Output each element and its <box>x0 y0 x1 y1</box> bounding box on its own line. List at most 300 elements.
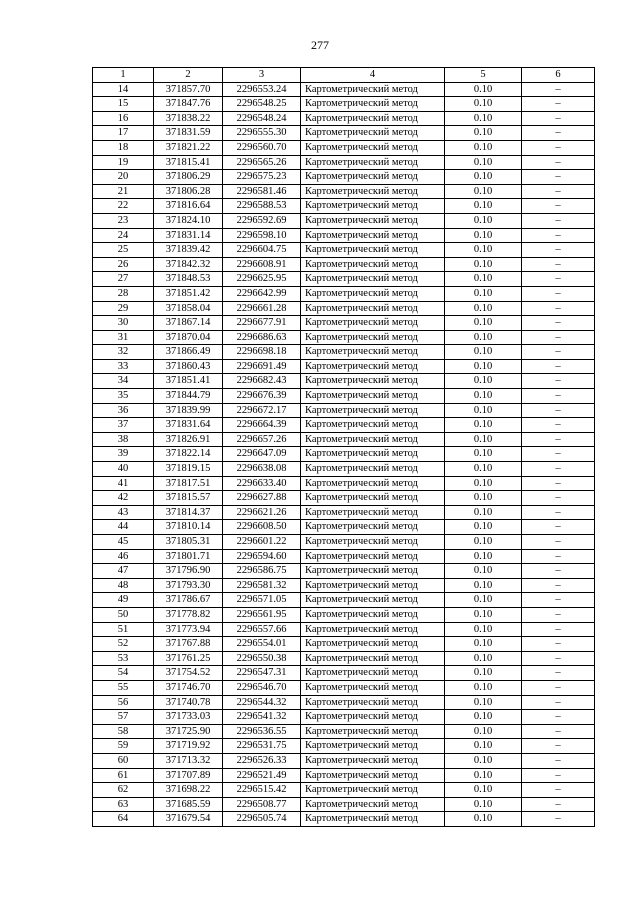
column-header-3: 3 <box>223 68 301 83</box>
accuracy-cell: 0.10 <box>445 520 522 535</box>
method-cell: Картометрический метод <box>301 345 445 360</box>
point-number-cell: 61 <box>93 768 154 783</box>
point-number-cell: 50 <box>93 607 154 622</box>
coordinates-table <box>92 67 595 827</box>
table-row <box>93 184 595 199</box>
x-coordinate-cell: 371817.51 <box>154 476 223 491</box>
y-coordinate-cell: 2296581.46 <box>223 184 301 199</box>
y-coordinate-cell: 2296642.99 <box>223 286 301 301</box>
table-row <box>93 622 595 637</box>
point-number-cell: 30 <box>93 316 154 331</box>
accuracy-cell: 0.10 <box>445 768 522 783</box>
y-coordinate-cell: 2296547.31 <box>223 666 301 681</box>
x-coordinate-cell: 371810.14 <box>154 520 223 535</box>
y-coordinate-cell: 2296621.26 <box>223 505 301 520</box>
method-cell: Картометрический метод <box>301 286 445 301</box>
point-number-cell: 21 <box>93 184 154 199</box>
x-coordinate-cell: 371844.79 <box>154 389 223 404</box>
accuracy-cell: 0.10 <box>445 651 522 666</box>
x-coordinate-cell: 371848.53 <box>154 272 223 287</box>
note-cell: – <box>522 111 595 126</box>
table-row <box>93 812 595 827</box>
x-coordinate-cell: 371806.28 <box>154 184 223 199</box>
point-number-cell: 47 <box>93 564 154 579</box>
accuracy-cell: 0.10 <box>445 82 522 97</box>
method-cell: Картометрический метод <box>301 170 445 185</box>
note-cell: – <box>522 82 595 97</box>
table-row <box>93 403 595 418</box>
y-coordinate-cell: 2296608.50 <box>223 520 301 535</box>
y-coordinate-cell: 2296672.17 <box>223 403 301 418</box>
y-coordinate-cell: 2296588.53 <box>223 199 301 214</box>
method-cell: Картометрический метод <box>301 330 445 345</box>
table-row <box>93 680 595 695</box>
y-coordinate-cell: 2296594.60 <box>223 549 301 564</box>
accuracy-cell: 0.10 <box>445 505 522 520</box>
method-cell: Картометрический метод <box>301 768 445 783</box>
note-cell: – <box>522 345 595 360</box>
accuracy-cell: 0.10 <box>445 418 522 433</box>
point-number-cell: 19 <box>93 155 154 170</box>
y-coordinate-cell: 2296682.43 <box>223 374 301 389</box>
note-cell: – <box>522 462 595 477</box>
x-coordinate-cell: 371831.14 <box>154 228 223 243</box>
point-number-cell: 15 <box>93 97 154 112</box>
method-cell: Картометрический метод <box>301 257 445 272</box>
x-coordinate-cell: 371786.67 <box>154 593 223 608</box>
y-coordinate-cell: 2296536.55 <box>223 724 301 739</box>
note-cell: – <box>522 637 595 652</box>
y-coordinate-cell: 2296604.75 <box>223 243 301 258</box>
y-coordinate-cell: 2296581.32 <box>223 578 301 593</box>
method-cell: Картометрический метод <box>301 549 445 564</box>
table-row <box>93 564 595 579</box>
point-number-cell: 28 <box>93 286 154 301</box>
y-coordinate-cell: 2296505.74 <box>223 812 301 827</box>
table-row <box>93 578 595 593</box>
column-header-4: 4 <box>301 68 445 83</box>
table-row <box>93 535 595 550</box>
note-cell: – <box>522 389 595 404</box>
column-header-1: 1 <box>93 68 154 83</box>
point-number-cell: 32 <box>93 345 154 360</box>
table-row <box>93 359 595 374</box>
x-coordinate-cell: 371740.78 <box>154 695 223 710</box>
table-body <box>93 82 595 826</box>
point-number-cell: 22 <box>93 199 154 214</box>
y-coordinate-cell: 2296677.91 <box>223 316 301 331</box>
note-cell: – <box>522 213 595 228</box>
table-row <box>93 447 595 462</box>
method-cell: Картометрический метод <box>301 359 445 374</box>
table-row <box>93 155 595 170</box>
y-coordinate-cell: 2296561.95 <box>223 607 301 622</box>
note-cell: – <box>522 812 595 827</box>
note-cell: – <box>522 140 595 155</box>
x-coordinate-cell: 371815.57 <box>154 491 223 506</box>
point-number-cell: 46 <box>93 549 154 564</box>
method-cell: Картометрический метод <box>301 184 445 199</box>
note-cell: – <box>522 593 595 608</box>
note-cell: – <box>522 666 595 681</box>
point-number-cell: 20 <box>93 170 154 185</box>
note-cell: – <box>522 243 595 258</box>
method-cell: Картометрический метод <box>301 243 445 258</box>
x-coordinate-cell: 371866.49 <box>154 345 223 360</box>
x-coordinate-cell: 371831.64 <box>154 418 223 433</box>
y-coordinate-cell: 2296625.95 <box>223 272 301 287</box>
method-cell: Картометрический метод <box>301 724 445 739</box>
note-cell: – <box>522 768 595 783</box>
y-coordinate-cell: 2296586.75 <box>223 564 301 579</box>
accuracy-cell: 0.10 <box>445 578 522 593</box>
note-cell: – <box>522 491 595 506</box>
x-coordinate-cell: 371839.99 <box>154 403 223 418</box>
y-coordinate-cell: 2296691.49 <box>223 359 301 374</box>
table-row <box>93 462 595 477</box>
x-coordinate-cell: 371719.92 <box>154 739 223 754</box>
accuracy-cell: 0.10 <box>445 739 522 754</box>
method-cell: Картометрический метод <box>301 213 445 228</box>
point-number-cell: 57 <box>93 710 154 725</box>
note-cell: – <box>522 710 595 725</box>
table-row <box>93 228 595 243</box>
method-cell: Картометрический метод <box>301 505 445 520</box>
table-row <box>93 82 595 97</box>
note-cell: – <box>522 330 595 345</box>
table-row <box>93 199 595 214</box>
method-cell: Картометрический метод <box>301 228 445 243</box>
accuracy-cell: 0.10 <box>445 213 522 228</box>
accuracy-cell: 0.10 <box>445 447 522 462</box>
note-cell: – <box>522 97 595 112</box>
x-coordinate-cell: 371822.14 <box>154 447 223 462</box>
method-cell: Картометрический метод <box>301 111 445 126</box>
point-number-cell: 26 <box>93 257 154 272</box>
point-number-cell: 36 <box>93 403 154 418</box>
y-coordinate-cell: 2296664.39 <box>223 418 301 433</box>
method-cell: Картометрический метод <box>301 753 445 768</box>
x-coordinate-cell: 371801.71 <box>154 549 223 564</box>
x-coordinate-cell: 371860.43 <box>154 359 223 374</box>
x-coordinate-cell: 371815.41 <box>154 155 223 170</box>
x-coordinate-cell: 371824.10 <box>154 213 223 228</box>
method-cell: Картометрический метод <box>301 783 445 798</box>
note-cell: – <box>522 359 595 374</box>
accuracy-cell: 0.10 <box>445 199 522 214</box>
method-cell: Картометрический метод <box>301 666 445 681</box>
y-coordinate-cell: 2296555.30 <box>223 126 301 141</box>
note-cell: – <box>522 476 595 491</box>
x-coordinate-cell: 371796.90 <box>154 564 223 579</box>
table-row <box>93 637 595 652</box>
note-cell: – <box>522 301 595 316</box>
table-row <box>93 126 595 141</box>
x-coordinate-cell: 371806.29 <box>154 170 223 185</box>
column-header-2: 2 <box>154 68 223 83</box>
accuracy-cell: 0.10 <box>445 111 522 126</box>
x-coordinate-cell: 371826.91 <box>154 432 223 447</box>
table-row <box>93 257 595 272</box>
accuracy-cell: 0.10 <box>445 316 522 331</box>
x-coordinate-cell: 371685.59 <box>154 797 223 812</box>
table-row <box>93 389 595 404</box>
method-cell: Картометрический метод <box>301 432 445 447</box>
accuracy-cell: 0.10 <box>445 476 522 491</box>
note-cell: – <box>522 418 595 433</box>
accuracy-cell: 0.10 <box>445 301 522 316</box>
note-cell: – <box>522 505 595 520</box>
accuracy-cell: 0.10 <box>445 228 522 243</box>
method-cell: Картометрический метод <box>301 491 445 506</box>
table-row <box>93 607 595 622</box>
method-cell: Картометрический метод <box>301 126 445 141</box>
accuracy-cell: 0.10 <box>445 330 522 345</box>
x-coordinate-cell: 371698.22 <box>154 783 223 798</box>
method-cell: Картометрический метод <box>301 97 445 112</box>
note-cell: – <box>522 184 595 199</box>
point-number-cell: 52 <box>93 637 154 652</box>
x-coordinate-cell: 371733.03 <box>154 710 223 725</box>
accuracy-cell: 0.10 <box>445 432 522 447</box>
x-coordinate-cell: 371767.88 <box>154 637 223 652</box>
accuracy-cell: 0.10 <box>445 403 522 418</box>
x-coordinate-cell: 371814.37 <box>154 505 223 520</box>
point-number-cell: 62 <box>93 783 154 798</box>
method-cell: Картометрический метод <box>301 739 445 754</box>
x-coordinate-cell: 371831.59 <box>154 126 223 141</box>
point-number-cell: 27 <box>93 272 154 287</box>
table-row <box>93 505 595 520</box>
point-number-cell: 35 <box>93 389 154 404</box>
point-number-cell: 44 <box>93 520 154 535</box>
table-row <box>93 753 595 768</box>
method-cell: Картометрический метод <box>301 199 445 214</box>
accuracy-cell: 0.10 <box>445 622 522 637</box>
method-cell: Картометрический метод <box>301 680 445 695</box>
point-number-cell: 49 <box>93 593 154 608</box>
table-row <box>93 710 595 725</box>
table-row <box>93 418 595 433</box>
method-cell: Картометрический метод <box>301 637 445 652</box>
point-number-cell: 43 <box>93 505 154 520</box>
table-row <box>93 593 595 608</box>
note-cell: – <box>522 447 595 462</box>
table-row <box>93 170 595 185</box>
accuracy-cell: 0.10 <box>445 680 522 695</box>
point-number-cell: 23 <box>93 213 154 228</box>
method-cell: Картометрический метод <box>301 651 445 666</box>
y-coordinate-cell: 2296544.32 <box>223 695 301 710</box>
table-row <box>93 651 595 666</box>
x-coordinate-cell: 371870.04 <box>154 330 223 345</box>
note-cell: – <box>522 286 595 301</box>
method-cell: Картометрический метод <box>301 447 445 462</box>
x-coordinate-cell: 371858.04 <box>154 301 223 316</box>
accuracy-cell: 0.10 <box>445 272 522 287</box>
accuracy-cell: 0.10 <box>445 491 522 506</box>
note-cell: – <box>522 753 595 768</box>
accuracy-cell: 0.10 <box>445 286 522 301</box>
accuracy-cell: 0.10 <box>445 607 522 622</box>
x-coordinate-cell: 371707.89 <box>154 768 223 783</box>
table-row <box>93 316 595 331</box>
x-coordinate-cell: 371851.42 <box>154 286 223 301</box>
point-number-cell: 18 <box>93 140 154 155</box>
table-row <box>93 783 595 798</box>
point-number-cell: 54 <box>93 666 154 681</box>
accuracy-cell: 0.10 <box>445 389 522 404</box>
x-coordinate-cell: 371819.15 <box>154 462 223 477</box>
method-cell: Картометрический метод <box>301 272 445 287</box>
y-coordinate-cell: 2296526.33 <box>223 753 301 768</box>
accuracy-cell: 0.10 <box>445 564 522 579</box>
point-number-cell: 16 <box>93 111 154 126</box>
accuracy-cell: 0.10 <box>445 170 522 185</box>
y-coordinate-cell: 2296557.66 <box>223 622 301 637</box>
y-coordinate-cell: 2296548.24 <box>223 111 301 126</box>
table-header-row <box>93 68 595 83</box>
method-cell: Картометрический метод <box>301 710 445 725</box>
table-row <box>93 140 595 155</box>
accuracy-cell: 0.10 <box>445 345 522 360</box>
note-cell: – <box>522 797 595 812</box>
method-cell: Картометрический метод <box>301 622 445 637</box>
point-number-cell: 56 <box>93 695 154 710</box>
method-cell: Картометрический метод <box>301 301 445 316</box>
table-row <box>93 724 595 739</box>
x-coordinate-cell: 371857.70 <box>154 82 223 97</box>
accuracy-cell: 0.10 <box>445 710 522 725</box>
table-row <box>93 666 595 681</box>
y-coordinate-cell: 2296521.49 <box>223 768 301 783</box>
accuracy-cell: 0.10 <box>445 812 522 827</box>
accuracy-cell: 0.10 <box>445 593 522 608</box>
y-coordinate-cell: 2296686.63 <box>223 330 301 345</box>
accuracy-cell: 0.10 <box>445 797 522 812</box>
note-cell: – <box>522 739 595 754</box>
table-row <box>93 111 595 126</box>
x-coordinate-cell: 371851.41 <box>154 374 223 389</box>
x-coordinate-cell: 371839.42 <box>154 243 223 258</box>
x-coordinate-cell: 371793.30 <box>154 578 223 593</box>
method-cell: Картометрический метод <box>301 389 445 404</box>
x-coordinate-cell: 371838.22 <box>154 111 223 126</box>
note-cell: – <box>522 228 595 243</box>
table-row <box>93 695 595 710</box>
method-cell: Картометрический метод <box>301 593 445 608</box>
accuracy-cell: 0.10 <box>445 724 522 739</box>
x-coordinate-cell: 371867.14 <box>154 316 223 331</box>
point-number-cell: 60 <box>93 753 154 768</box>
method-cell: Картометрический метод <box>301 82 445 97</box>
column-header-5: 5 <box>445 68 522 83</box>
y-coordinate-cell: 2296657.26 <box>223 432 301 447</box>
note-cell: – <box>522 257 595 272</box>
note-cell: – <box>522 199 595 214</box>
x-coordinate-cell: 371816.64 <box>154 199 223 214</box>
x-coordinate-cell: 371778.82 <box>154 607 223 622</box>
accuracy-cell: 0.10 <box>445 549 522 564</box>
accuracy-cell: 0.10 <box>445 783 522 798</box>
note-cell: – <box>522 564 595 579</box>
point-number-cell: 48 <box>93 578 154 593</box>
y-coordinate-cell: 2296633.40 <box>223 476 301 491</box>
x-coordinate-cell: 371821.22 <box>154 140 223 155</box>
note-cell: – <box>522 535 595 550</box>
table-row <box>93 549 595 564</box>
x-coordinate-cell: 371754.52 <box>154 666 223 681</box>
note-cell: – <box>522 695 595 710</box>
method-cell: Картометрический метод <box>301 535 445 550</box>
accuracy-cell: 0.10 <box>445 126 522 141</box>
x-coordinate-cell: 371847.76 <box>154 97 223 112</box>
x-coordinate-cell: 371773.94 <box>154 622 223 637</box>
x-coordinate-cell: 371679.54 <box>154 812 223 827</box>
method-cell: Картометрический метод <box>301 462 445 477</box>
method-cell: Картометрический метод <box>301 520 445 535</box>
accuracy-cell: 0.10 <box>445 462 522 477</box>
note-cell: – <box>522 126 595 141</box>
page-number: 277 <box>311 38 329 52</box>
y-coordinate-cell: 2296515.42 <box>223 783 301 798</box>
table-row <box>93 243 595 258</box>
note-cell: – <box>522 272 595 287</box>
method-cell: Картометрический метод <box>301 797 445 812</box>
note-cell: – <box>522 651 595 666</box>
accuracy-cell: 0.10 <box>445 753 522 768</box>
method-cell: Картометрический метод <box>301 155 445 170</box>
y-coordinate-cell: 2296508.77 <box>223 797 301 812</box>
accuracy-cell: 0.10 <box>445 243 522 258</box>
y-coordinate-cell: 2296638.08 <box>223 462 301 477</box>
method-cell: Картометрический метод <box>301 403 445 418</box>
method-cell: Картометрический метод <box>301 578 445 593</box>
y-coordinate-cell: 2296554.01 <box>223 637 301 652</box>
y-coordinate-cell: 2296592.69 <box>223 213 301 228</box>
note-cell: – <box>522 155 595 170</box>
y-coordinate-cell: 2296601.22 <box>223 535 301 550</box>
accuracy-cell: 0.10 <box>445 97 522 112</box>
x-coordinate-cell: 371761.25 <box>154 651 223 666</box>
x-coordinate-cell: 371713.32 <box>154 753 223 768</box>
accuracy-cell: 0.10 <box>445 257 522 272</box>
table-row <box>93 768 595 783</box>
table-row <box>93 374 595 389</box>
table-row <box>93 520 595 535</box>
note-cell: – <box>522 578 595 593</box>
point-number-cell: 39 <box>93 447 154 462</box>
table-row <box>93 301 595 316</box>
table-row <box>93 213 595 228</box>
x-coordinate-cell: 371842.32 <box>154 257 223 272</box>
y-coordinate-cell: 2296565.26 <box>223 155 301 170</box>
table-row <box>93 797 595 812</box>
y-coordinate-cell: 2296553.24 <box>223 82 301 97</box>
point-number-cell: 53 <box>93 651 154 666</box>
point-number-cell: 14 <box>93 82 154 97</box>
accuracy-cell: 0.10 <box>445 140 522 155</box>
y-coordinate-cell: 2296698.18 <box>223 345 301 360</box>
y-coordinate-cell: 2296647.09 <box>223 447 301 462</box>
method-cell: Картометрический метод <box>301 695 445 710</box>
point-number-cell: 24 <box>93 228 154 243</box>
method-cell: Картометрический метод <box>301 476 445 491</box>
y-coordinate-cell: 2296550.38 <box>223 651 301 666</box>
note-cell: – <box>522 680 595 695</box>
note-cell: – <box>522 374 595 389</box>
table-row <box>93 432 595 447</box>
